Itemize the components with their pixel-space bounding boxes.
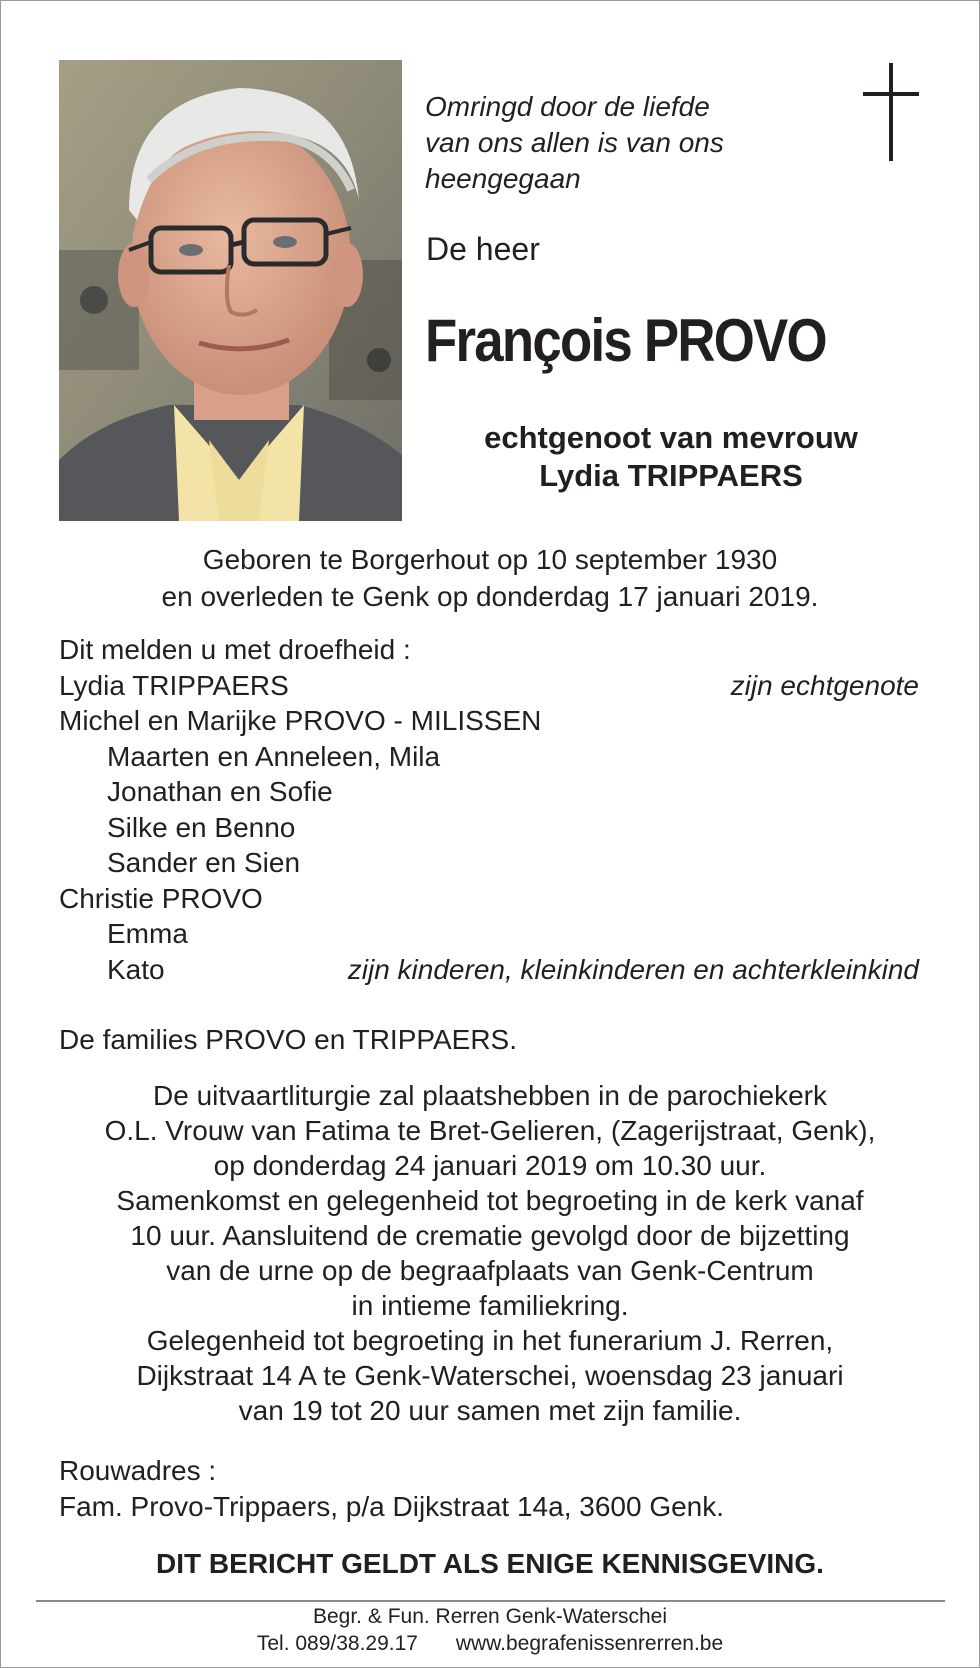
intro-line: Omringd door de liefde: [425, 91, 710, 122]
footer-contact: [1, 1630, 979, 1657]
website-link[interactable]: www.begrafenissenrerren.be: [455, 1632, 724, 1655]
mourner-name: Lydia TRIPPAERS: [59, 669, 289, 701]
spouse-relation: echtgenoot van mevrouw: [484, 420, 858, 455]
liturgy-line: Gelegenheid tot begroeting in het funerarium J. Rerren,: [146, 1325, 834, 1356]
liturgy-line: Samenkomst en gelegenheid tot begroeting in de kerk vanaf: [116, 1185, 864, 1216]
intro-text: [425, 89, 785, 197]
liturgy-line: Dijkstraat 14 A te Genk-Waterschei, woensdag 23 januari: [136, 1360, 844, 1391]
list-item: Emma: [107, 918, 188, 949]
spouse-name: Lydia TRIPPAERS: [539, 458, 803, 493]
liturgy-line: van 19 tot 20 uur samen met zijn familie.: [238, 1395, 742, 1426]
list-item: Michel en Marijke PROVO - MILISSEN: [59, 705, 542, 736]
intro-line: van ons allen is van ons: [425, 127, 724, 158]
footer: [1, 1603, 979, 1657]
families-line: De families PROVO en TRIPPAERS.: [59, 1024, 517, 1055]
liturgy-line: op donderdag 24 januari 2019 om 10.30 uur.: [213, 1150, 767, 1181]
list-item: Silke en Benno: [107, 811, 296, 843]
cross-icon: [863, 63, 919, 161]
liturgy-line: van de urne op de begraafplaats van Genk-Centrum: [166, 1255, 814, 1286]
mourning-address: Fam. Provo-Trippaers, p/a Dijkstraat 14a, 3600 Genk.: [59, 1491, 725, 1522]
birth-line: Geboren te Borgerhout op 10 september 1930: [202, 544, 778, 575]
list-item: Christie PROVO: [59, 882, 263, 914]
mourner-name: Kato: [107, 953, 165, 985]
mourners-heading: Dit melden u met droefheid :: [59, 634, 411, 665]
funeral-details: [1, 1078, 979, 1428]
list-item: Jonathan en Sofie: [107, 776, 333, 807]
liturgy-line: De uitvaartliturgie zal plaatshebben in de parochiekerk: [153, 1080, 827, 1111]
deceased-name: François PROVO: [425, 307, 826, 374]
liturgy-line: O.L. Vrouw van Fatima te Bret-Gelieren, (Zagerijstraat, Genk),: [104, 1115, 876, 1146]
funeral-home-name: Begr. & Fun. Rerren Genk-Waterschei: [312, 1605, 668, 1628]
intro-line: heengegaan: [425, 163, 581, 194]
mourner-role: zijn echtgenote: [730, 669, 919, 701]
liturgy-line: 10 uur. Aansluitend de crematie gevolgd door de bijzetting: [130, 1220, 850, 1251]
liturgy-line: in intieme familiekring.: [351, 1290, 629, 1321]
mourners-list: [59, 632, 919, 987]
footer-divider: [36, 1600, 945, 1602]
mourning-address-label: Rouwadres :: [59, 1455, 217, 1486]
honorific: De heer: [426, 231, 540, 267]
list-item: [59, 668, 919, 704]
list-item: [59, 952, 919, 988]
mourner-role: zijn kinderen, kleinkinderen en achterkleinkind: [347, 953, 919, 985]
portrait-illustration: [59, 60, 402, 521]
birth-death-info: [1, 541, 979, 615]
official-notice: DIT BERICHT GELDT ALS ENIGE KENNISGEVING.: [156, 1548, 824, 1579]
death-line: en overleden te Genk op donderdag 17 januari 2019.: [161, 581, 819, 612]
portrait-photo: [59, 60, 402, 521]
spouse-block: [421, 419, 921, 495]
phone-number: Tel. 089/38.29.17: [256, 1632, 418, 1655]
list-item: Sander en Sien: [107, 847, 301, 878]
list-item: Maarten en Anneleen, Mila: [107, 740, 441, 772]
